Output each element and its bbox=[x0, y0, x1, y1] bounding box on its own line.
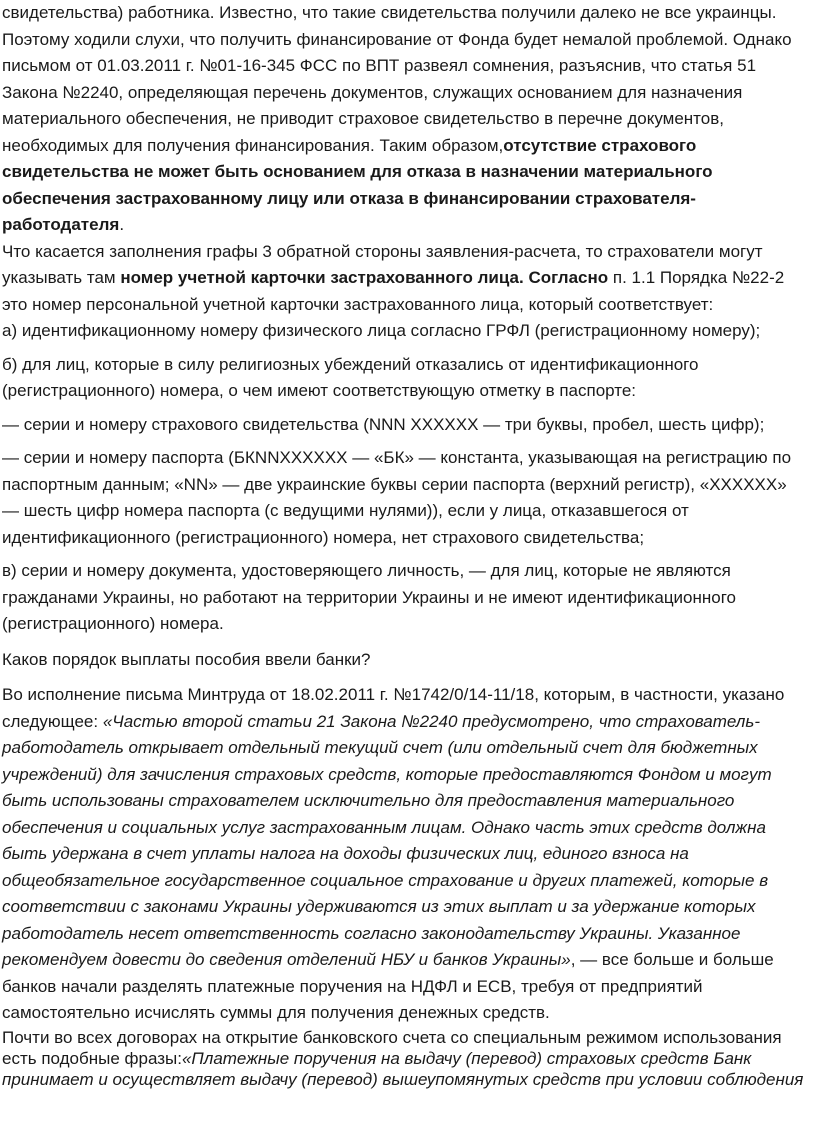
text-line bbox=[2, 788, 816, 815]
text-line: свидетельства) работника. Известно, что такие свидетельства получили далеко не все украинцы. bbox=[2, 3, 777, 22]
text-line bbox=[2, 762, 816, 789]
italic-run: обеспечения и социальных услуг застрахованным лицам. Однако часть этих средств должна bbox=[2, 817, 766, 837]
list-item-v bbox=[2, 558, 816, 638]
italic-run: быть использованы страхователем исключительно для предоставления материального bbox=[2, 791, 735, 810]
text-line: (регистрационного) номера, о чем имеют соответствующую отметку в паспорте: bbox=[2, 381, 637, 400]
text-run: есть подобные фразы: bbox=[2, 1048, 182, 1068]
text-line bbox=[2, 709, 816, 736]
italic-run: «Частью второй статьи 21 Закона №2240 предусмотрено, что страхователь- bbox=[102, 711, 760, 731]
bold-run: работодателя bbox=[2, 215, 120, 234]
bold-run: Согласно bbox=[528, 268, 609, 287]
question-heading bbox=[2, 647, 816, 674]
text-run: необходимых для получения финансирования. Таким образом, bbox=[2, 135, 504, 155]
bold-run: отсутствие страхового bbox=[503, 135, 697, 155]
text-line bbox=[2, 212, 816, 239]
text-line: паспортным данным; «NN» — две украинские буквы серии паспорта (верхний регистр), «XXXXXX» bbox=[2, 474, 787, 494]
italic-run: принимает и осуществляет выдачу (перевод) вышеупомянутых средств при условии соблюдения bbox=[2, 1069, 804, 1089]
text-line: идентификационного (регистрационного) номера, нет страхового свидетельства; bbox=[2, 527, 645, 547]
text-line bbox=[2, 1048, 816, 1069]
text-line bbox=[2, 815, 816, 842]
text-line bbox=[2, 841, 816, 868]
italic-run: учреждений) для зачисления страховых средств, которые предоставляются Фондом и могут bbox=[2, 764, 772, 784]
text-line: Поэтому ходили слухи, что получить финансирование от Фонда будет немалой проблемой. Однако bbox=[2, 29, 792, 49]
dash-item-certificate bbox=[2, 412, 816, 439]
bold-run: номер учетной карточки застрахованного лица. bbox=[120, 268, 524, 287]
dash-item-passport bbox=[2, 445, 816, 551]
text-line: Закона №2240, определяющая перечень документов, служащих основанием для назначения bbox=[2, 82, 743, 102]
text-run: п. 1.1 Порядка №22-2 bbox=[608, 268, 785, 287]
text-line bbox=[2, 947, 816, 974]
italic-run: работодатель открывает отдельный текущий счет (или отдельный счет для бюджетных bbox=[2, 738, 758, 757]
text-line: самостоятельно исчислять суммы для получения денежных средств. bbox=[2, 1003, 550, 1022]
text-line: Почти во всех договорах на открытие банковского счета со специальным режимом использования bbox=[2, 1027, 782, 1047]
italic-run: «Платежные поручения на выдачу (перевод) страховых средств Банк bbox=[181, 1048, 752, 1068]
paragraph-form-field bbox=[2, 239, 816, 345]
text-line: это номер персональной учетной карточки застрахованного лица, который соответствует: bbox=[2, 294, 714, 314]
text-run: , — все больше и больше bbox=[570, 950, 774, 969]
text-line: — шесть цифр номера паспорта (с ведущими нулями)), если у лица, отказавшегося от bbox=[2, 501, 689, 520]
text-line: — серии и номеру страхового свидетельства (NNN XXXXXX — три буквы, пробел, шесть цифр); bbox=[2, 414, 765, 434]
paragraph-banks bbox=[2, 682, 816, 1027]
bold-run: обеспечения застрахованному лицу или отказа в финансировании страхователя- bbox=[2, 188, 696, 208]
text-line: — серии и номеру паспорта (БКNNXXXXXX — «БК» — константа, указывающая на регистрацию по bbox=[2, 448, 792, 467]
text-run: . bbox=[119, 215, 125, 234]
italic-run: соответствии с законами Украины удерживаются из этих выплат и за удержание которых bbox=[2, 897, 756, 916]
text-line: б) для лиц, которые в силу религиозных убеждений отказались от идентификационного bbox=[2, 354, 699, 374]
text-line bbox=[2, 1069, 816, 1090]
text-line: письмом от 01.03.2011 г. №01-16-345 ФСС по ВПТ развеял сомнения, разъяснив, что статья 51 bbox=[2, 56, 757, 75]
italic-run: общеобязательное государственное социальное страхование и других платежей, которые в bbox=[2, 870, 769, 890]
paragraph-intro bbox=[2, 0, 816, 239]
text-line: Во исполнение письма Минтруда от 18.02.2011 г. №1742/0/14-11/18, которым, в частности, указано bbox=[2, 685, 785, 704]
list-item-a: а) идентификационному номеру физического лица согласно ГРФЛ (регистрационному номеру); bbox=[2, 321, 761, 340]
text-line bbox=[2, 265, 816, 292]
text-line: гражданами Украины, но работают на территории Украины и не имеют идентификационного bbox=[2, 587, 737, 607]
text-line: банков начали разделять платежные поручения на НДФЛ и ЕСВ, требуя от предприятий bbox=[2, 976, 703, 996]
italic-run: быть удержана в счет уплаты налога на доходы физических лиц, единого взноса на bbox=[2, 844, 689, 863]
text-line: (регистрационного) номера. bbox=[2, 614, 224, 633]
text-line bbox=[2, 921, 816, 948]
text-run: следующее: bbox=[2, 711, 103, 731]
text-line bbox=[2, 186, 816, 213]
text-line: Что касается заполнения графы 3 обратной стороны заявления-расчета, то страхователи могут bbox=[2, 241, 763, 261]
paragraph-contracts bbox=[2, 1027, 816, 1090]
italic-run: рекомендуем довести до сведения отделений НБУ и банков Украины» bbox=[2, 950, 571, 969]
text-line bbox=[2, 735, 816, 762]
text-line: в) серии и номеру документа, удостоверяющего личность, — для лиц, которые не являются bbox=[2, 561, 731, 580]
bold-run: свидетельства не может быть основанием для отказа в назначении материального bbox=[2, 162, 713, 181]
list-item-b bbox=[2, 352, 816, 405]
text-line bbox=[2, 159, 816, 186]
text-line: Каков порядок выплаты пособия ввели банки? bbox=[2, 649, 371, 669]
text-line bbox=[2, 133, 816, 160]
text-line bbox=[2, 868, 816, 895]
text-line: материального обеспечения, не приводит страховое свидетельство в перечне документов, bbox=[2, 109, 724, 128]
text-run: указывать там bbox=[2, 268, 121, 287]
italic-run: работодатель несет ответственность согласно законодательству Украины. Указанное bbox=[2, 923, 741, 943]
text-line bbox=[2, 894, 816, 921]
